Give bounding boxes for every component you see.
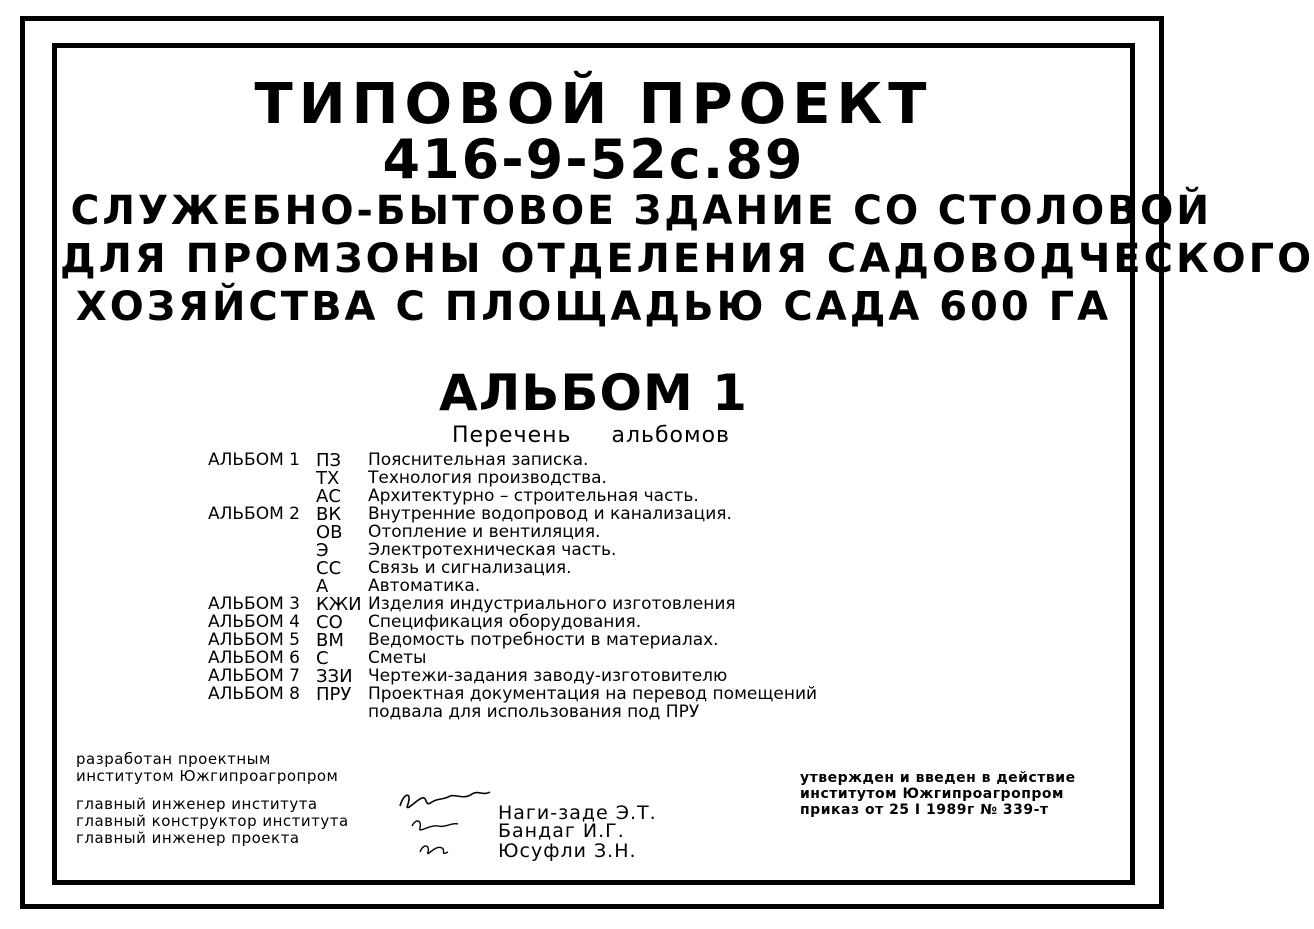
section-code: С — [316, 648, 329, 669]
section-code: КЖИ — [316, 594, 362, 615]
section-description: Изделия индустриального изготовления — [368, 594, 736, 614]
album-label: АЛЬБОМ 4 — [207, 612, 300, 632]
album-label: АЛЬБОМ 8 — [207, 684, 300, 704]
title-line-1: ТИПОВОЙ ПРОЕКТ — [254, 72, 933, 137]
list-title-word-1: Перечень — [452, 423, 572, 448]
section-code: ТХ — [316, 468, 340, 489]
section-description: Пояснительная записка. — [368, 450, 589, 470]
approval-order: приказ от 25 I 1989г № 339-т — [800, 802, 1049, 818]
album-label: АЛЬБОМ 6 — [207, 648, 300, 668]
approval-line-2: институтом Южгипроагропром — [800, 786, 1064, 802]
name-chief-engineer: Наги-заде Э.Т. — [498, 802, 657, 824]
section-description: Связь и сигнализация. — [368, 558, 572, 578]
project-number: 416-9-52с.89 — [382, 128, 805, 191]
section-description: Электротехническая часть. — [368, 540, 617, 560]
section-description: Ведомость потребности в материалах. — [368, 630, 719, 650]
section-description: подвала для использования под ПРУ — [368, 702, 700, 722]
role-chief-project-engineer: главный инженер проекта — [76, 829, 300, 847]
signatures-image — [394, 786, 494, 866]
role-chief-designer-institute: главный конструктор института — [76, 812, 349, 830]
title-line-3: СЛУЖЕБНО-БЫТОВОЕ ЗДАНИЕ СО СТОЛОВОЙ — [70, 188, 1212, 234]
album-label: АЛЬБОМ 5 — [207, 630, 300, 650]
album-heading: АЛЬБОМ 1 — [439, 364, 748, 422]
section-code: СО — [316, 612, 343, 633]
section-code: АС — [316, 486, 341, 507]
section-code: ВМ — [316, 630, 344, 651]
section-code: ВК — [316, 504, 342, 525]
section-description: Сметы — [368, 648, 427, 668]
album-list-title — [452, 423, 730, 448]
name-chief-designer: Бандаг И.Г. — [498, 820, 625, 842]
section-description: Проектная документация на перевод помещений — [368, 684, 818, 704]
section-description: Внутренние водопровод и канализация. — [368, 504, 732, 524]
title-line-5: ХОЗЯЙСТВА С ПЛОЩАДЬЮ САДА 600 ГА — [75, 284, 1112, 330]
section-description: Автоматика. — [368, 576, 481, 596]
role-chief-engineer-institute: главный инженер института — [76, 795, 318, 813]
section-description: Архитектурно – строительная часть. — [368, 486, 699, 506]
section-code: ЗЗИ — [316, 666, 353, 687]
album-label: АЛЬБОМ 1 — [207, 450, 300, 470]
developer-line-2: институтом Южгипроагропром — [76, 767, 339, 785]
section-code: СС — [316, 558, 342, 579]
section-code: ОВ — [316, 522, 343, 543]
section-code: ПЗ — [316, 450, 342, 471]
album-label: АЛЬБОМ 3 — [207, 594, 300, 614]
title-line-4: ДЛЯ ПРОМЗОНЫ ОТДЕЛЕНИЯ САДОВОДЧЕСКОГО — [60, 236, 1314, 282]
section-description: Технология производства. — [368, 468, 607, 488]
section-description: Отопление и вентиляция. — [368, 522, 601, 542]
list-title-word-2: альбомов — [611, 423, 731, 448]
section-description: Спецификация оборудования. — [368, 612, 642, 632]
album-label: АЛЬБОМ 2 — [207, 504, 300, 524]
developer-line-1: разработан проектным — [76, 750, 271, 768]
name-project-engineer: Юсуфли З.Н. — [498, 840, 637, 862]
section-code: А — [316, 576, 329, 597]
section-description: Чертежи-задания заводу-изготовителю — [368, 666, 728, 686]
approval-line-1: утвержден и введен в действие — [800, 770, 1076, 786]
section-code: ПРУ — [316, 684, 352, 705]
section-code: Э — [316, 540, 329, 561]
album-label: АЛЬБОМ 7 — [207, 666, 300, 686]
